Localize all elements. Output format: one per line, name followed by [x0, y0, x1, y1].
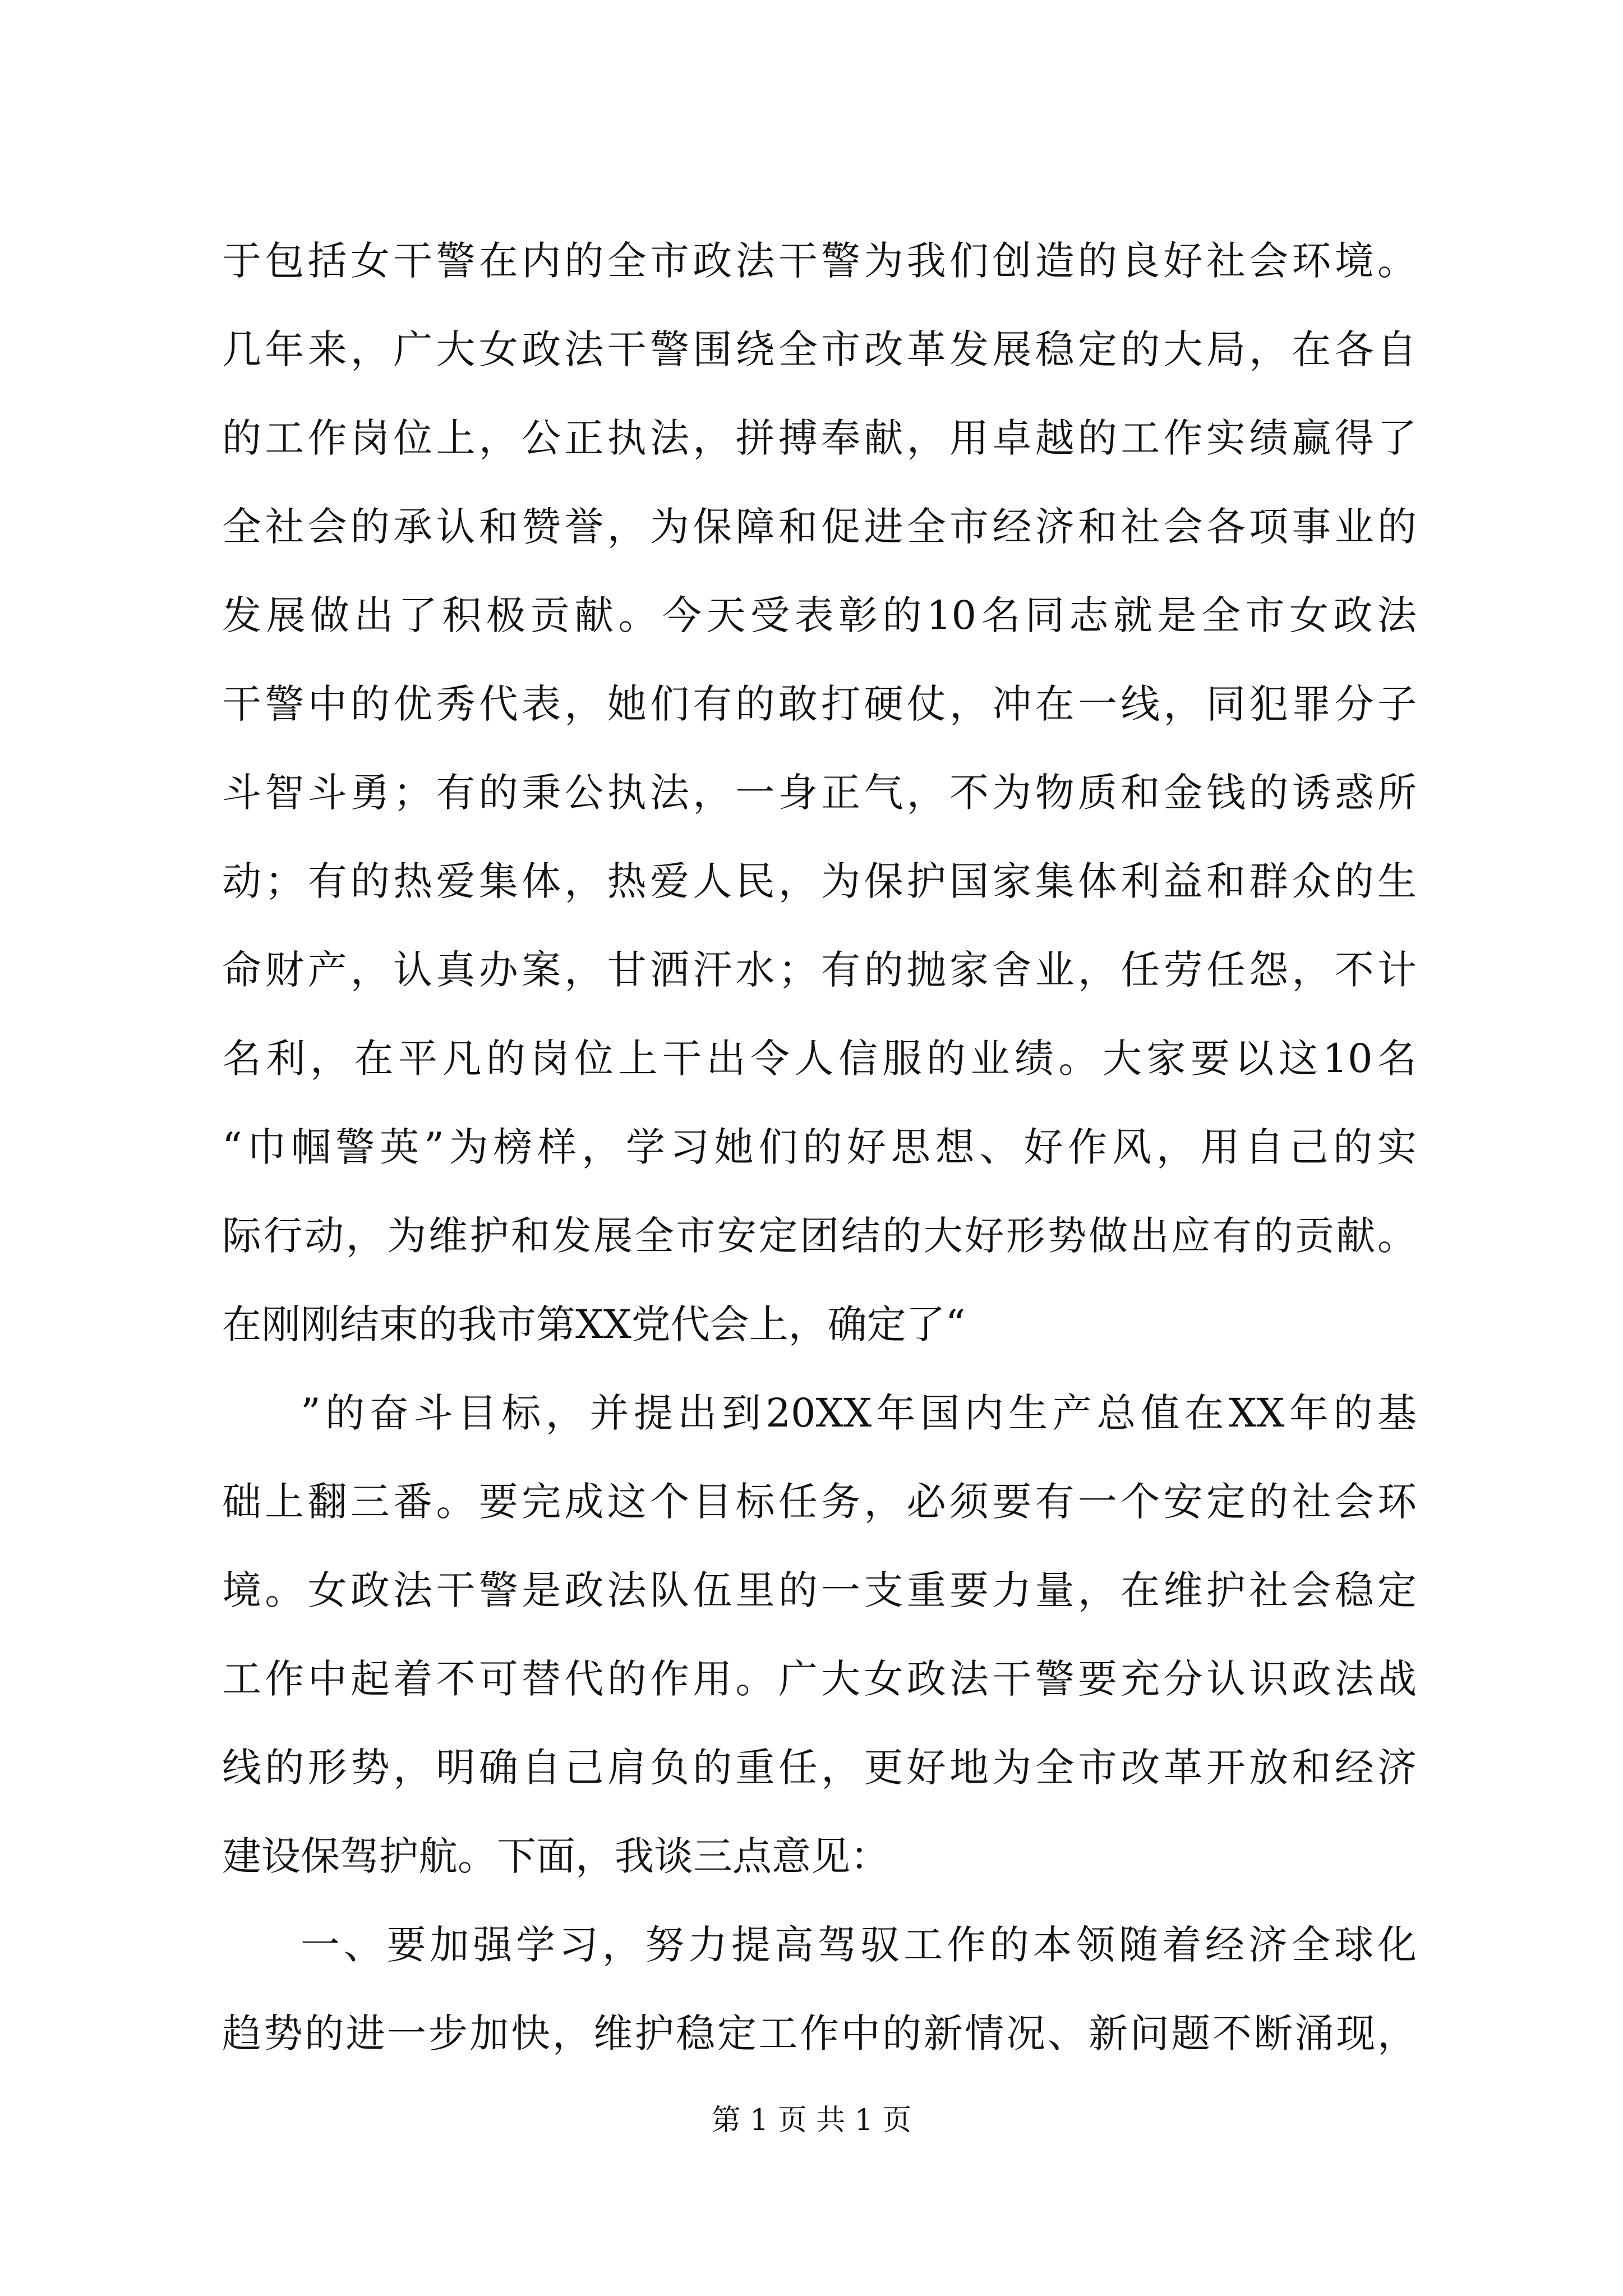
text-line-4: 全社会的承认和赞誉，为保障和促进全市经济和社会各项事业的 — [222, 504, 1417, 550]
document-body — [222, 217, 1417, 2078]
text-line-16: 境。女政法干警是政法队伍里的一支重要力量，在维护社会稳定 — [222, 1567, 1417, 1613]
text-line-10: 名利，在平凡的岗位上干出令人信服的业绩。大家要以这10名 — [222, 1036, 1417, 1082]
text-line-18: 线的形势，明确自己肩负的重任，更好地为全市改革开放和经济 — [222, 1745, 1417, 1791]
text-line-19: 建设保驾护航。下面，我谈三点意见： — [222, 1833, 889, 1879]
text-line-17: 工作中起着不可替代的作用。广大女政法干警要充分认识政法战 — [222, 1656, 1417, 1702]
text-line-6: 干警中的优秀代表，她们有的敢打硬仗，冲在一线，同犯罪分子 — [222, 681, 1417, 727]
text-line-12: 际行动，为维护和发展全市安定团结的大好形势做出应有的贡献。 — [222, 1213, 1417, 1259]
text-line-7: 斗智斗勇；有的秉公执法，一身正气，不为物质和金钱的诱惑所 — [222, 770, 1417, 816]
text-line-5: 发展做出了积极贡献。今天受表彰的10名同志就是全市女政法 — [222, 592, 1417, 638]
page-number-footer: 第 1 页 共 1 页 — [711, 2104, 912, 2137]
text-line-14: ”的奋斗目标，并提出到20XX年国内生产总值在XX年的基 — [301, 1390, 1417, 1436]
text-line-9: 命财产，认真办案，甘洒汗水；有的抛家舍业，任劳任怨，不计 — [222, 947, 1417, 993]
text-line-13: 在刚刚结束的我市第XX党代会上，确定了“ — [222, 1301, 966, 1347]
text-line-2: 几年来，广大女政法干警围绕全市改革发展稳定的大局，在各自 — [222, 326, 1417, 372]
text-line-21: 趋势的进一步加快，维护稳定工作中的新情况、新问题不断涌现， — [222, 2010, 1417, 2056]
text-line-3: 的工作岗位上，公正执法，拼搏奉献，用卓越的工作实绩赢得了 — [222, 415, 1417, 461]
text-line-20: 一、要加强学习，努力提高驾驭工作的本领随着经济全球化 — [301, 1922, 1417, 1968]
text-line-8: 动；有的热爱集体，热爱人民，为保护国家集体利益和群众的生 — [222, 858, 1417, 904]
text-line-15: 础上翻三番。要完成这个目标任务，必须要有一个安定的社会环 — [222, 1479, 1417, 1525]
text-line-11: “巾帼警英”为榜样，学习她们的好思想、好作风，用自己的实 — [222, 1124, 1417, 1170]
text-line-1: 于包括女干警在内的全市政法干警为我们创造的良好社会环境。 — [222, 238, 1417, 284]
